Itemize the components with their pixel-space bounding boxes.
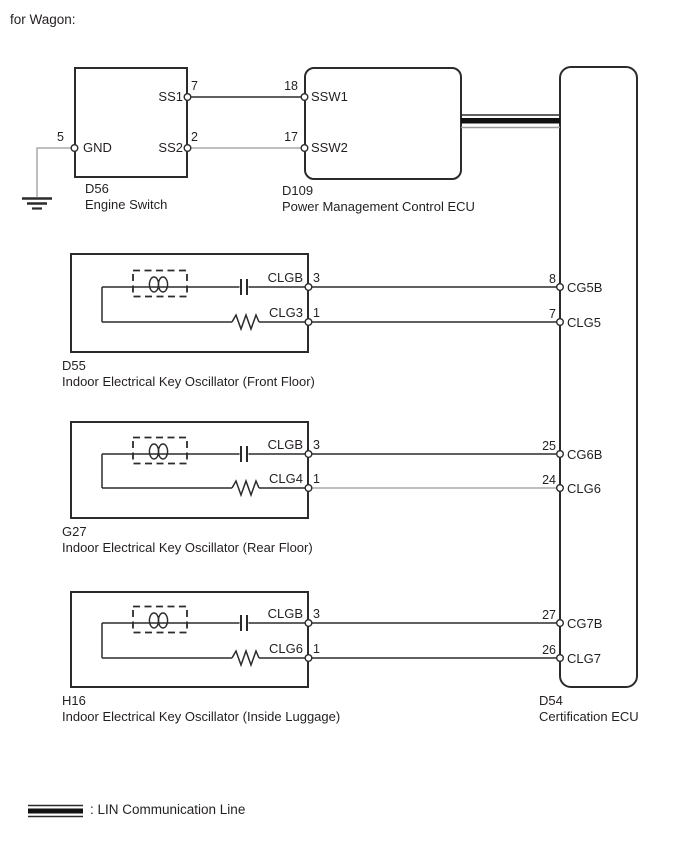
certification-ecu-box [560,67,637,687]
port-number-cg7b: 27 [542,608,556,622]
pin-label-ss1: SS1 [158,89,183,104]
osc3-top-pin: 3 [313,607,320,621]
osc3-top-label: CLGB [267,606,303,621]
legend-lin-symbol [28,806,83,817]
osc2-name: Indoor Electrical Key Oscillator (Rear Floor) [62,540,313,555]
port-label-cg6b: CG6B [567,447,603,462]
osc2-bottom-label: CLG4 [269,471,303,486]
pin-circle-ss1 [184,94,191,101]
port-label-clg6: CLG6 [567,481,601,496]
certification-ecu-id: D54 [539,693,563,708]
port-label-cg5b: CG5B [567,280,603,295]
engine-switch-id: D56 [85,181,109,196]
page-title: for Wagon: [10,12,76,27]
osc3-bottom-pin: 1 [313,642,320,656]
osc2-bottom-pin: 1 [313,472,320,486]
power-ecu-id: D109 [282,183,314,198]
port-label-clg7: CLG7 [567,651,601,666]
certification-ecu-name: Certification ECU [539,709,639,724]
osc1-bottom-pin: 1 [313,306,320,320]
osc1-bottom-label: CLG3 [269,305,303,320]
pin-number-ss1: 7 [191,79,198,93]
pin-circle-cg7b [557,620,564,627]
pin-circle-d55-3 [305,284,312,291]
pin-circle-d55-1 [305,319,312,326]
osc1-top-pin: 3 [313,271,320,285]
pin-circle-ss2 [184,145,191,152]
pin-circle-ssw1 [301,94,308,101]
osc2-id: G27 [62,524,87,539]
pin-number-ssw2: 17 [284,130,298,144]
pin-label-ssw2: SSW2 [311,140,348,155]
engine-switch-name: Engine Switch [85,197,168,212]
pin-number-ssw1: 18 [284,79,298,93]
osc1-id: D55 [62,358,86,373]
ground-wire [37,148,72,197]
pin-number-gnd: 5 [57,130,64,144]
legend-label: : LIN Communication Line [90,802,246,817]
ground-symbol [22,199,52,209]
port-number-clg5: 7 [549,307,556,321]
port-number-clg6: 24 [542,473,556,487]
osc1-top-label: CLGB [267,270,303,285]
pin-circle-g27-1 [305,485,312,492]
pin-circle-clg5 [557,319,564,326]
port-label-cg7b: CG7B [567,616,603,631]
port-number-cg6b: 25 [542,439,556,453]
power-management-ecu-box [305,68,461,179]
pin-circle-g27-3 [305,451,312,458]
port-number-clg7: 26 [542,643,556,657]
power-ecu-name: Power Management Control ECU [282,199,475,214]
port-label-clg5: CLG5 [567,315,601,330]
oscillator-box-front-floor [71,254,308,352]
pin-label-ssw1: SSW1 [311,89,348,104]
pin-circle-h16-1 [305,655,312,662]
osc2-top-label: CLGB [267,437,303,452]
lin-communication-line [461,115,560,128]
pin-circle-clg7 [557,655,564,662]
osc1-name: Indoor Electrical Key Oscillator (Front Floor) [62,374,315,389]
osc3-id: H16 [62,693,86,708]
engine-switch-box [75,68,187,177]
pin-label-ss2: SS2 [158,140,183,155]
pin-circle-cg5b [557,284,564,291]
pin-circle-ssw2 [301,145,308,152]
pin-circle-cg6b [557,451,564,458]
osc2-top-pin: 3 [313,438,320,452]
osc3-name: Indoor Electrical Key Oscillator (Inside Luggage) [62,709,341,724]
pin-circle-h16-3 [305,620,312,627]
pin-circle-gnd [71,145,78,152]
pin-number-ss2: 2 [191,130,198,144]
pin-circle-clg6 [557,485,564,492]
port-number-cg5b: 8 [549,272,556,286]
pin-label-gnd: GND [83,140,112,155]
osc3-bottom-label: CLG6 [269,641,303,656]
